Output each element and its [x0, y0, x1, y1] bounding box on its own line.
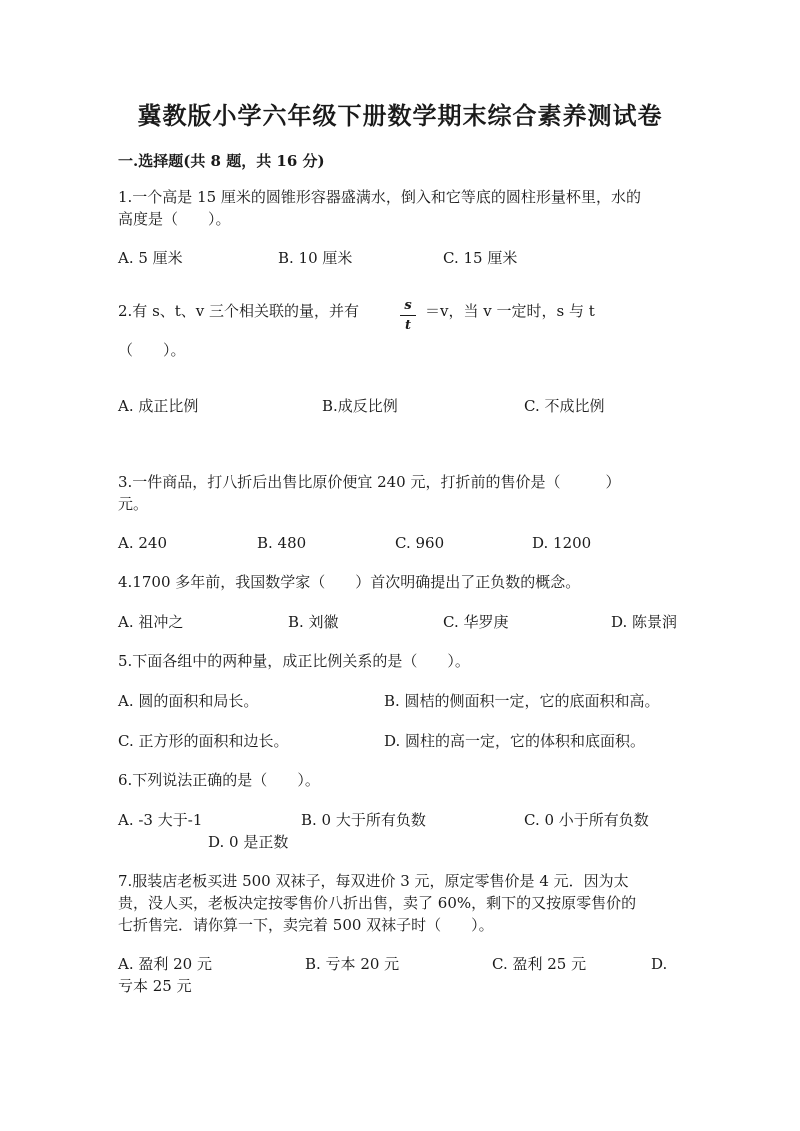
q1-option-a: A. 5 厘米: [118, 249, 183, 267]
fraction-s-over-t: [398, 298, 418, 333]
q2-option-b: B.成反比例: [322, 397, 398, 415]
q7-option-a: A. 盈利 20 元: [118, 955, 212, 973]
q4-option-b: B. 刘徽: [288, 613, 339, 631]
q7-option-d-label: D.: [651, 955, 668, 973]
q5-option-b: B. 圆桔的侧面积一定，它的底面积和高。: [384, 692, 660, 710]
question-1-line-1: 1.一个高是 15 厘米的圆锥形容器盛满水，倒入和它等底的圆柱形量杯里，水的: [118, 188, 641, 206]
fraction-bar: [400, 315, 416, 316]
fraction-denominator: t: [404, 318, 411, 333]
q5-option-a: A. 圆的面积和局长。: [118, 692, 259, 710]
question-4-line-1: 4.1700 多年前，我国数学家（ ）首次明确提出了正负数的概念。: [118, 573, 581, 591]
q4-option-a: A. 祖冲之: [118, 613, 184, 631]
fraction-numerator: s: [404, 298, 412, 313]
question-2-line-1b: ＝v，当 v 一定时，s 与 t: [425, 302, 595, 320]
q6-option-c: C. 0 小于所有负数: [524, 811, 649, 829]
q3-option-c: C. 960: [395, 534, 445, 552]
q5-option-d: D. 圆柱的高一定，它的体积和底面积。: [384, 732, 646, 750]
question-2-line-1a: 2.有 s、t、v 三个相关联的量，并有: [118, 302, 360, 320]
q2-option-a: A. 成正比例: [118, 397, 199, 415]
q7-option-d-text: 亏本 25 元: [118, 977, 192, 995]
question-3-line-1: 3.一件商品，打八折后出售比原价便宜 240 元，打折前的售价是（ ）: [118, 473, 621, 491]
q5-option-c: C. 正方形的面积和边长。: [118, 732, 289, 750]
q6-option-d: D. 0 是正数: [208, 833, 289, 851]
question-6-line-1: 6.下列说法正确的是（ ）。: [118, 771, 320, 789]
page-title: 冀教版小学六年级下册数学期末综合素养测试卷: [137, 101, 663, 130]
question-1-line-2: 高度是（ ）。: [118, 210, 231, 228]
question-7-line-2: 贵，没人买，老板决定按零售价八折出售，卖了 60%，剩下的又按原零售价的: [118, 894, 637, 912]
section-heading: 一.选择题(共 8 题，共 16 分): [118, 152, 325, 170]
q4-option-d: D. 陈景润: [611, 613, 678, 631]
question-5-line-1: 5.下面各组中的两种量，成正比例关系的是（ ）。: [118, 652, 470, 670]
question-2-line-2: （ ）。: [118, 341, 186, 359]
q3-option-d: D. 1200: [532, 534, 592, 552]
q3-option-b: B. 480: [257, 534, 307, 552]
question-3-line-2: 元。: [118, 495, 149, 513]
q7-option-c: C. 盈利 25 元: [492, 955, 587, 973]
q7-option-b: B. 亏本 20 元: [305, 955, 400, 973]
q1-option-c: C. 15 厘米: [443, 249, 518, 267]
q6-option-b: B. 0 大于所有负数: [301, 811, 426, 829]
q1-option-b: B. 10 厘米: [278, 249, 353, 267]
q4-option-c: C. 华罗庚: [443, 613, 509, 631]
q3-option-a: A. 240: [118, 534, 167, 552]
question-7-line-1: 7.服装店老板买进 500 双袜子，每双进价 3 元，原定零售价是 4 元．因为太: [118, 872, 629, 890]
q2-option-c: C. 不成比例: [524, 397, 605, 415]
q6-option-a: A. -3 大于-1: [118, 811, 203, 829]
question-7-line-3: 七折售完．请你算一下，卖完着 500 双袜子时（ ）。: [118, 916, 494, 934]
